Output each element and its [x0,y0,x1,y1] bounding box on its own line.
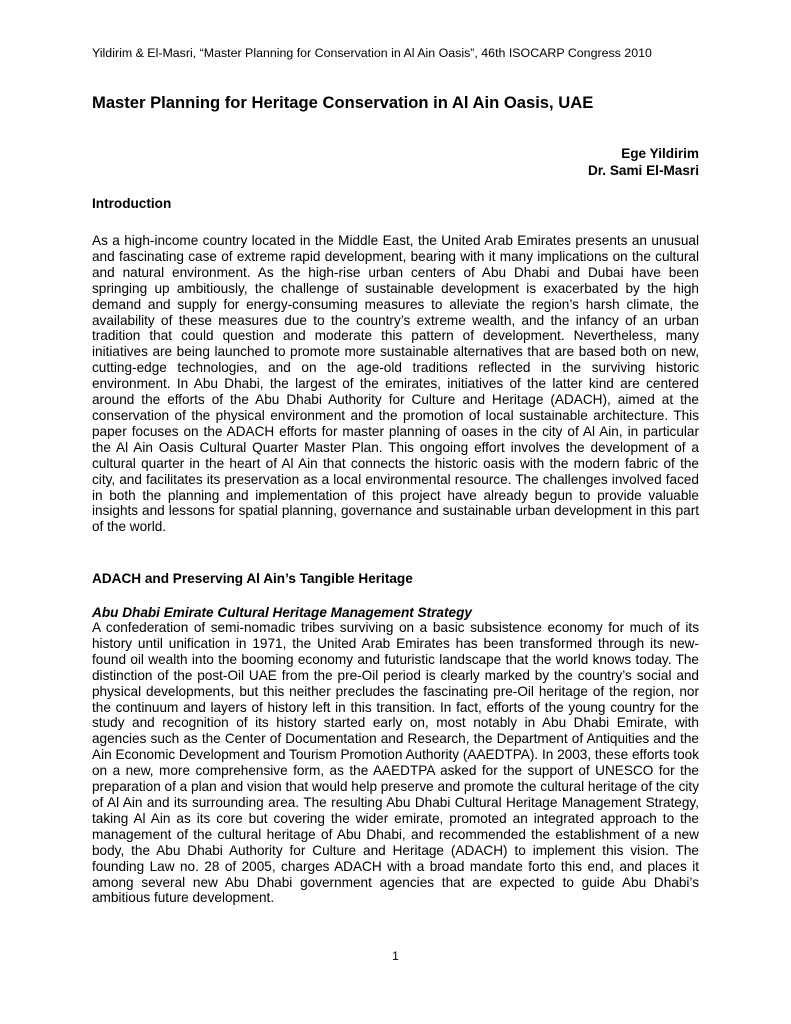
author-name: Ege Yildirim [621,146,699,161]
page-number: 1 [392,949,399,963]
section-heading-introduction: Introduction [92,196,172,211]
introduction-paragraph: As a high-income country located in the Middle East, the United Arab Emirates presents an unusual and fascinating case of extreme rapid development, bearing with it many implications on the cultural and natural environment. As the high-rise urban centers of Abu Dhabi and Dubai have been springing up ambitiously, the challenge of sustainable development is exacerbated by the high demand and supply for energy-consuming measures to alleviate the region’s harsh climate, the availability of these measures due to the country’s extreme wealth, and the infancy of an urban tradition that could question and moderate this pattern of development. Nevertheless, many initiatives are being launched to promote more sustainable alternatives that are based both on new, cutting-edge technologies, and on the age-old traditions reflected in the surviving historic environment. In Abu Dhabi, the largest of the emirates, initiatives of the latter kind are centered around the efforts of the Abu Dhabi Authority for Culture and Heritage (ADACH), aimed at the conservation of the physical environment and the promotion of local sustainable architecture. This paper focuses on the ADACH efforts for master planning of oases in the city of Al Ain, in particular the Al Ain Oasis Cultural Quarter Master Plan. This ongoing effort involves the development of a cultural quarter in the heart of Al Ain that connects the historic oasis with the modern fabric of the city, and facilitates its preservation as a local environmental resource. The challenges involved faced in both the planning and implementation of this project have already begun to provide valuable insights and lessons for spatial planning, governance and sustainable urban development in this part of the world. [92,233,699,535]
author-name: Dr. Sami El-Masri [587,163,699,178]
section-heading-adach: ADACH and Preserving Al Ain’s Tangible Heritage [92,571,413,586]
strategy-paragraph: A confederation of semi-nomadic tribes surviving on a basic subsistence economy for much of its history until unification in 1971, the United Arab Emirates has been transformed through its new-found oil wealth into the booming economy and futuristic landscape that the world knows today. The distinction of the post-Oil UAE from the pre-Oil period is clearly marked by the country’s social and physical developments, but this neither precludes the fascinating pre-Oil heritage of the region, nor the continuum and layers of history left in this transition. In fact, efforts of the young country for the study and recognition of its history started early on, most notably in Abu Dhabi Emirate, with agencies such as the Center of Documentation and Research, the Department of Antiquities and the Ain Economic Development and Tourism Promotion Authority (AAEDTPA). In 2003, these efforts took on a new, more comprehensive form, as the AAEDTPA asked for the support of UNESCO for the preparation of a plan and vision that would help preserve and promote the cultural heritage of the city of Al Ain and its surrounding area. The resulting Abu Dhabi Cultural Heritage Management Strategy, taking Al Ain as its core but covering the wider emirate, promoted an integrated approach to the management of the cultural heritage of Abu Dhabi, and recommended the establishment of a new body, the Abu Dhabi Authority for Culture and Heritage (ADACH) to implement this vision. The founding Law no. 28 of 2005, charges ADACH with a broad mandate forto this end, and places it among several new Abu Dhabi government agencies that are expected to guide Abu Dhabi’s ambitious future development. [92,620,699,906]
author-block [588,145,699,179]
paper-title: Master Planning for Heritage Conservation in Al Ain Oasis, UAE [92,93,594,112]
subsection-heading-strategy: Abu Dhabi Emirate Cultural Heritage Management Strategy [92,605,472,620]
running-header: Yildirim & El-Masri, “Master Planning for Conservation in Al Ain Oasis”, 46th ISOCARP Congress 2010 [92,46,652,60]
